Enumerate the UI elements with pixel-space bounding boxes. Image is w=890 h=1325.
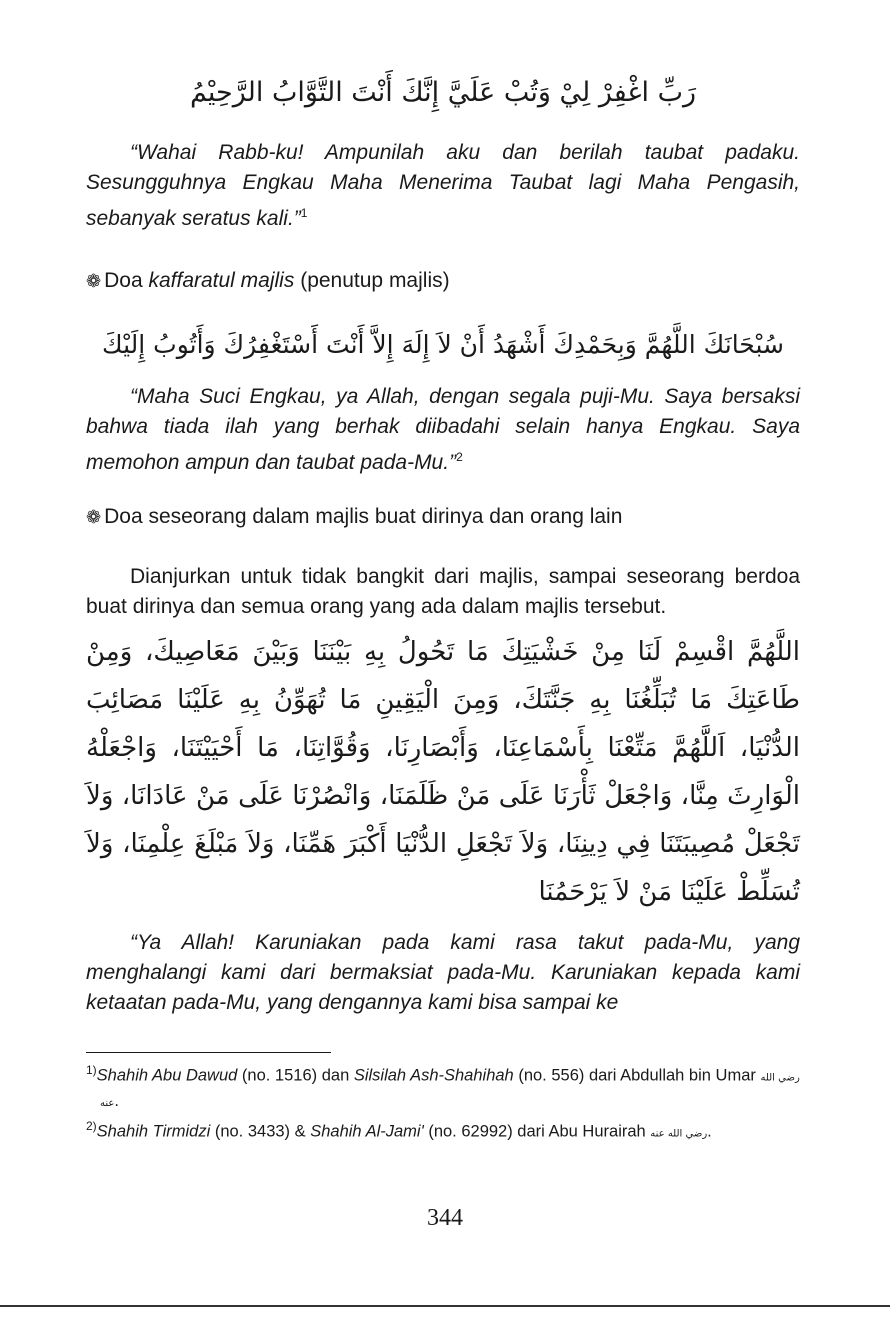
flower-icon: ❁: [86, 271, 102, 291]
honorific-radhiyallahu-icon: رضي الله عنه: [100, 1072, 800, 1109]
heading-doa-majlis: ❁ Doa seseorang dalam majlis buat dirinya dan orang lain: [86, 502, 800, 532]
page-number: 344: [427, 1205, 463, 1231]
dua-istighfar-arabic: رَبِّ اغْفِرْ لِيْ وَتُبْ عَلَيَّ إِنَّكَ أَنْتَ التَّوَّابُ الرَّحِيْمُ: [189, 77, 697, 108]
dua-majlis-arabic: اللَّهُمَّ اقْسِمْ لَنَا مِنْ خَشْيَتِكَ مَا تَحُولُ بِهِ بَيْنَنَا وَبَيْنَ مَعَاصِيكَ، وَمِنْ طَاعَتِكَ مَا تُبَلِّغُنَا بِهِ جَنَّتَكَ، وَمِنَ الْيَقِينِ مَا تُهَوِّنُ بِهِ عَلَيْنَا مَصَائِبَ الدُّنْيَا، اَللَّهُمَّ مَتِّعْنَا بِأَسْمَاعِنَا، وَأَبْصَارِنَا، وَقُوَّاتِنَا، مَا أَحْيَيْتَنَا، وَاجْعَلْهُ الْوَارِثَ مِنَّا، وَاجْعَلْ ثَأْرَنَا عَلَى مَنْ ظَلَمَنَا، وَانْصُرْنَا عَلَى مَنْ عَادَانَا، وَلاَ تَجْعَلْ مُصِيبَتَنَا فِي دِينِنَا، وَلاَ تَجْعَلِ الدُّنْيَا أَكْبَرَ هَمِّنَا، وَلاَ مَبْلَغَ عِلْمِنَا، وَلاَ تُسَلِّطْ عَلَيْنَا مَنْ لاَ يَرْحَمُنَا: [86, 637, 800, 907]
footnote-ref-1: 1: [300, 206, 308, 220]
heading-kaffaratul-majlis: ❁ Doa kaffaratul majlis (penutup majlis): [86, 266, 800, 296]
dua-kaffaratul-majlis-translation: “Maha Suci Engkau, ya Allah, dengan segala puji-Mu. Saya bersaksi bahwa tiada ilah yang berhak diibadahi selain hanya Engkau. Saya memohon ampun dan taubat pada-Mu.”$^2$: [86, 385, 800, 474]
page-bottom-edge: [0, 1305, 890, 1307]
footnote-1: $^{1)}$Shahih Abu Dawud (no. 1516) dan Silsilah Ash-Shahihah (no. 556) dari Abdullah bin Umar رضي الله عنه.: [86, 1063, 800, 1110]
book-page: [86, 70, 800, 1320]
dua-majlis-translation: “Ya Allah! Karuniakan pada kami rasa takut pada-Mu, yang menghalangi kami dari bermaksiat pada-Mu. Karuniakan kepada kami ketaatan pada-Mu, yang dengannya kami bisa sampai ke: [86, 931, 800, 1014]
dua-kaffaratul-majlis-arabic: سُبْحَانَكَ اللَّهُمَّ وَبِحَمْدِكَ أَشْهَدُ أَنْ لاَ إِلَهَ إِلاَّ أَنْتَ أَسْتَغْفِرُكَ وَأَتُوبُ إِلَيْكَ: [102, 330, 784, 359]
footnotes: [86, 1059, 800, 1145]
footnote-divider: [86, 1052, 331, 1053]
dua-istighfar-translation: “Wahai Rabb-ku! Ampunilah aku dan berilah taubat padaku. Sesungguhnya Engkau Maha Menerima Taubat lagi Maha Pengasih, sebanyak seratus kali.”$^1$: [86, 141, 800, 230]
footnote-ref-2: 2: [456, 450, 463, 464]
footnote-2: $^{2)}$Shahih Tirmidzi (no. 3433) & Shahih Al-Jami' (no. 62992) dari Abu Hurairah رضي الله عنه.: [86, 1118, 712, 1140]
intro-paragraph: Dianjurkan untuk tidak bangkit dari majlis, sampai seseorang berdoa buat dirinya dan semua orang yang ada dalam majlis tersebut.: [86, 565, 800, 618]
flower-icon: ❁: [86, 507, 102, 527]
honorific-radhiyallahu-icon: رضي الله عنه: [650, 1128, 708, 1139]
